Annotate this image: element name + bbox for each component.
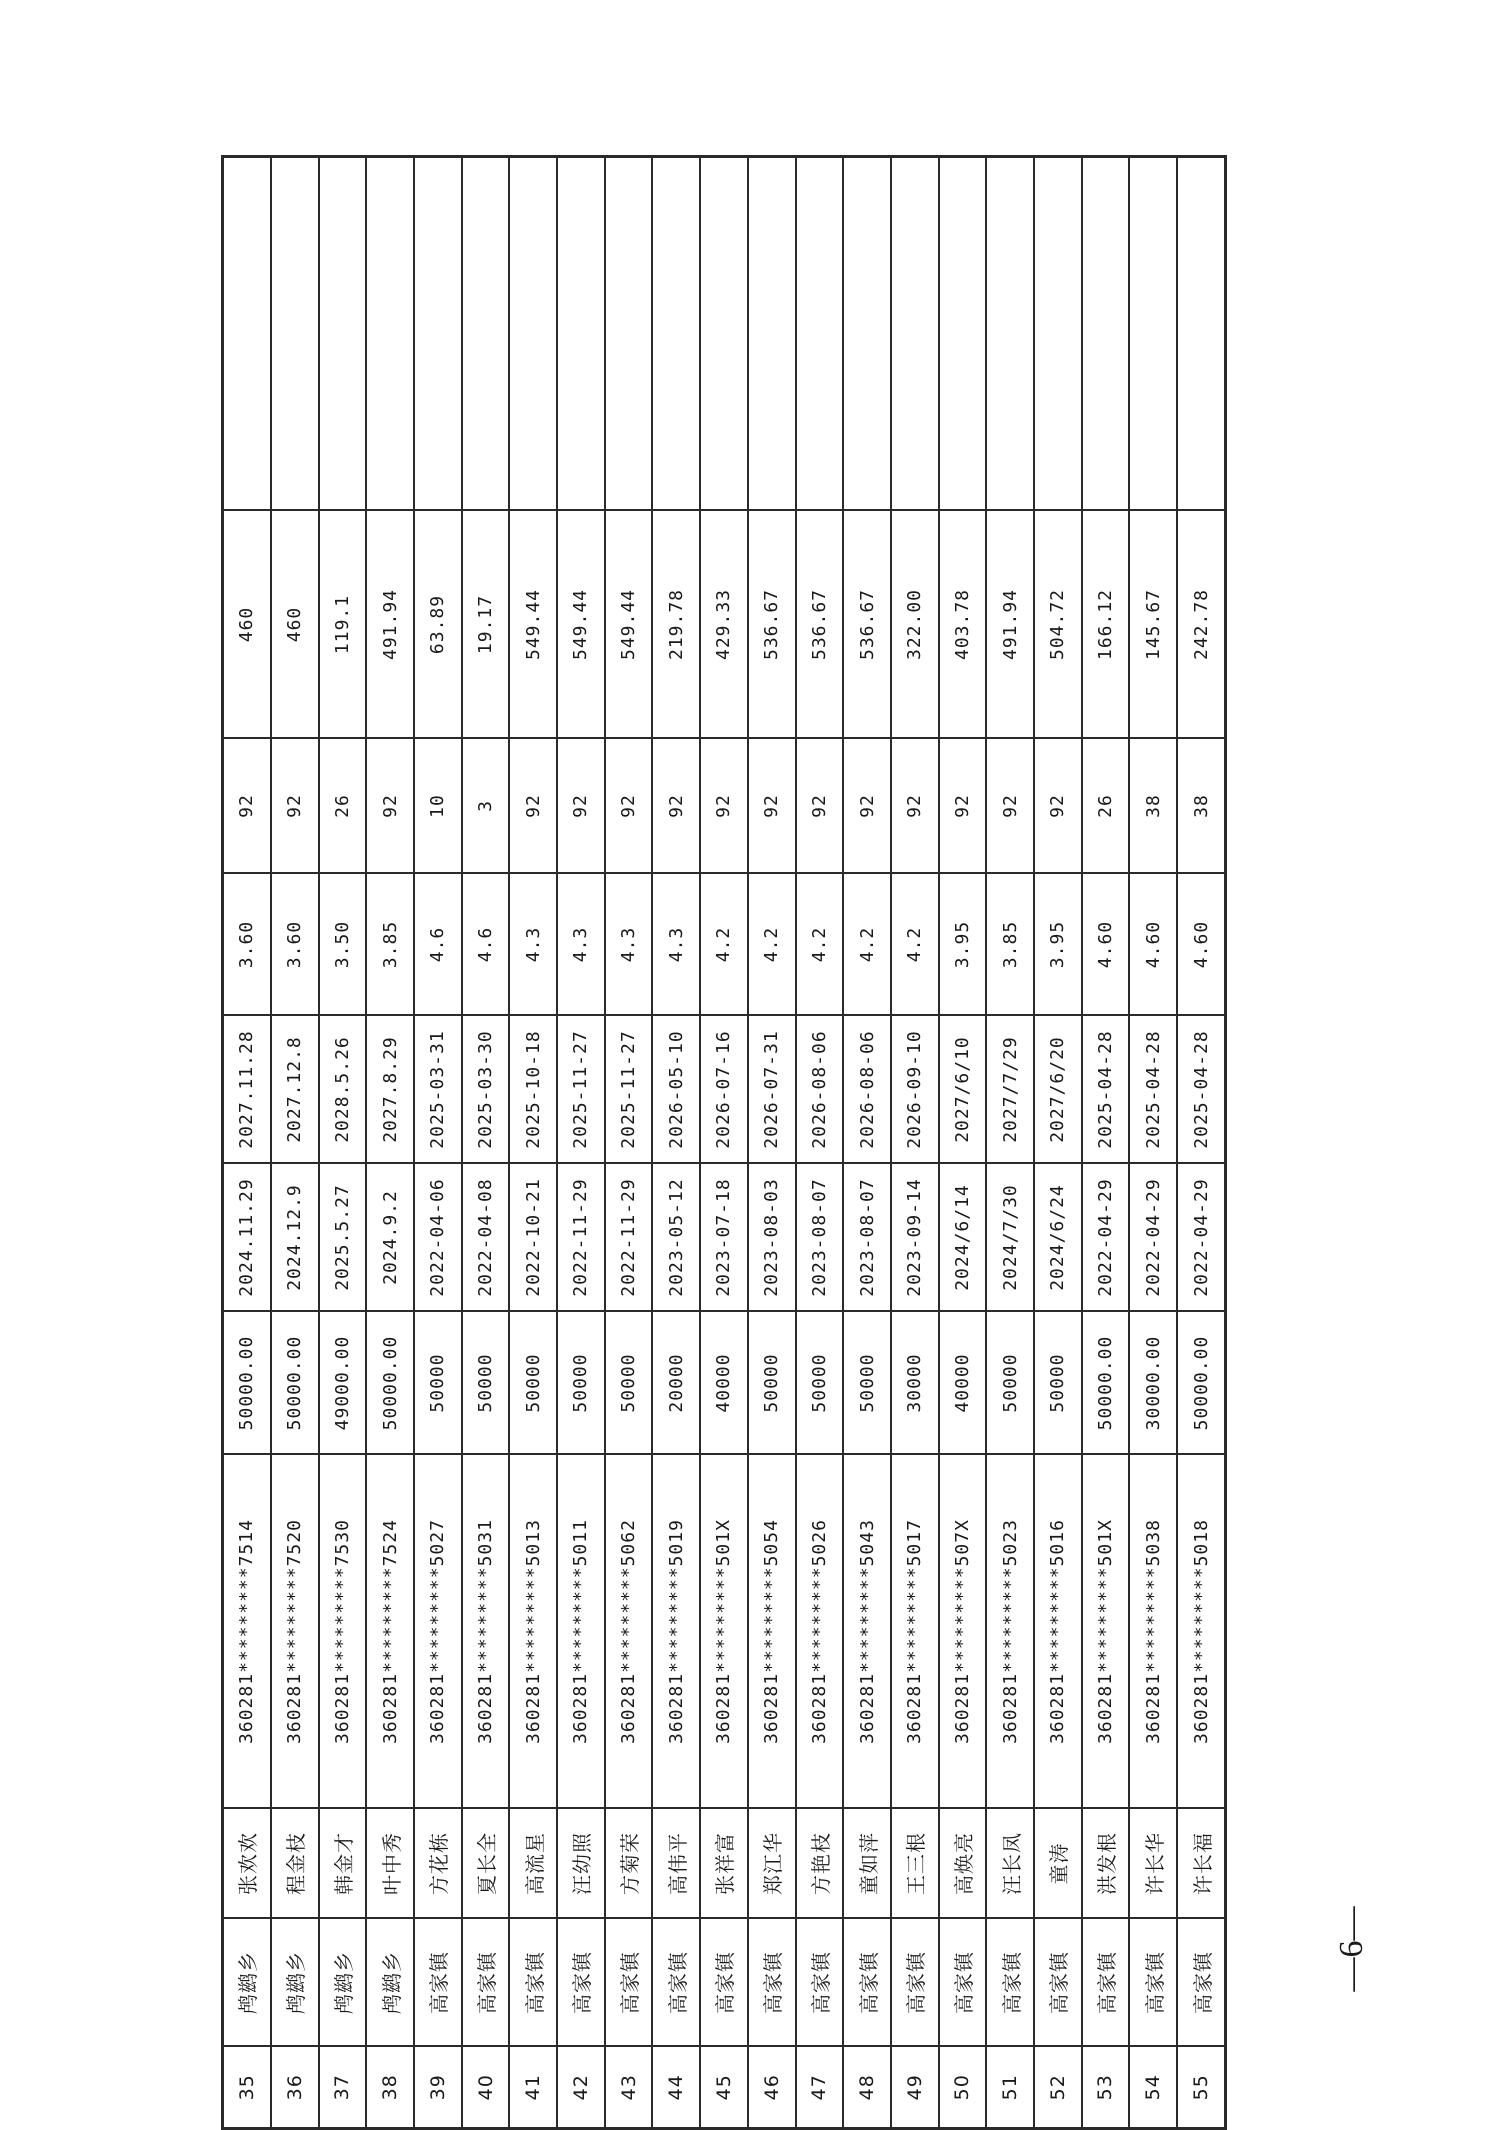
cell-interest-rate: 4.2 bbox=[843, 874, 891, 1016]
cell-end-date: 2026-08-06 bbox=[796, 1016, 844, 1164]
cell-end-date: 2025-10-18 bbox=[509, 1016, 557, 1164]
cell-days: 92 bbox=[700, 739, 748, 874]
cell-township: 高家镇 bbox=[843, 1919, 891, 2047]
cell-subsidy-amount: 460 bbox=[223, 511, 271, 739]
cell-end-date: 2026-08-06 bbox=[843, 1016, 891, 1164]
cell-loan-amount: 50000 bbox=[462, 1312, 510, 1455]
table-row bbox=[414, 157, 462, 2129]
cell-borrower-name: 郑江华 bbox=[748, 1809, 796, 1919]
cell-days: 10 bbox=[414, 739, 462, 874]
cell-loan-amount: 50000 bbox=[509, 1312, 557, 1455]
cell-township: 高家镇 bbox=[796, 1919, 844, 2047]
cell-days: 92 bbox=[891, 739, 939, 874]
cell-loan-amount: 50000 bbox=[1034, 1312, 1082, 1455]
cell-id-number: 360281*********5043 bbox=[843, 1455, 891, 1809]
cell-interest-rate: 3.95 bbox=[939, 874, 987, 1016]
cell-id-number: 360281*********5017 bbox=[891, 1455, 939, 1809]
table-row bbox=[605, 157, 653, 2129]
cell-subsidy-amount: 219.78 bbox=[652, 511, 700, 739]
cell-row-number: 50 bbox=[939, 2047, 987, 2129]
cell-subsidy-amount: 549.44 bbox=[605, 511, 653, 739]
cell-remark bbox=[748, 157, 796, 511]
cell-loan-amount: 50000 bbox=[605, 1312, 653, 1455]
cell-row-number: 39 bbox=[414, 2047, 462, 2129]
table-row bbox=[1082, 157, 1130, 2129]
cell-start-date: 2024/6/24 bbox=[1034, 1164, 1082, 1312]
cell-id-number: 360281*********5016 bbox=[1034, 1455, 1082, 1809]
cell-start-date: 2024/6/14 bbox=[939, 1164, 987, 1312]
cell-subsidy-amount: 63.89 bbox=[414, 511, 462, 739]
cell-remark bbox=[891, 157, 939, 511]
cell-end-date: 2027/6/10 bbox=[939, 1016, 987, 1164]
cell-id-number: 360281*********5054 bbox=[748, 1455, 796, 1809]
cell-remark bbox=[700, 157, 748, 511]
cell-days: 92 bbox=[605, 739, 653, 874]
cell-subsidy-amount: 536.67 bbox=[843, 511, 891, 739]
cell-township: 高家镇 bbox=[700, 1919, 748, 2047]
cell-borrower-name: 汪幼照 bbox=[557, 1809, 605, 1919]
cell-id-number: 360281*********5023 bbox=[986, 1455, 1034, 1809]
table-row bbox=[557, 157, 605, 2129]
cell-id-number: 360281*********5027 bbox=[414, 1455, 462, 1809]
cell-start-date: 2024.12.9 bbox=[271, 1164, 319, 1312]
cell-township: 高家镇 bbox=[1129, 1919, 1177, 2047]
cell-end-date: 2027/6/20 bbox=[1034, 1016, 1082, 1164]
cell-days: 92 bbox=[366, 739, 414, 874]
cell-township: 高家镇 bbox=[1034, 1919, 1082, 2047]
cell-row-number: 45 bbox=[700, 2047, 748, 2129]
rotated-table-container bbox=[221, 158, 1227, 2130]
cell-end-date: 2027.12.8 bbox=[271, 1016, 319, 1164]
cell-loan-amount: 49000.00 bbox=[319, 1312, 367, 1455]
cell-start-date: 2024.11.29 bbox=[223, 1164, 271, 1312]
cell-id-number: 360281*********5018 bbox=[1177, 1455, 1225, 1809]
cell-township: 高家镇 bbox=[986, 1919, 1034, 2047]
cell-days: 3 bbox=[462, 739, 510, 874]
cell-start-date: 2022-04-29 bbox=[1082, 1164, 1130, 1312]
cell-start-date: 2022-04-29 bbox=[1177, 1164, 1225, 1312]
cell-subsidy-amount: 536.67 bbox=[796, 511, 844, 739]
cell-id-number: 360281*********5026 bbox=[796, 1455, 844, 1809]
cell-remark bbox=[986, 157, 1034, 511]
cell-township: 高家镇 bbox=[462, 1919, 510, 2047]
table-row bbox=[796, 157, 844, 2129]
cell-remark bbox=[414, 157, 462, 511]
cell-id-number: 360281*********7514 bbox=[223, 1455, 271, 1809]
cell-days: 92 bbox=[748, 739, 796, 874]
cell-interest-rate: 3.85 bbox=[986, 874, 1034, 1016]
cell-days: 92 bbox=[271, 739, 319, 874]
cell-borrower-name: 洪发根 bbox=[1082, 1809, 1130, 1919]
cell-row-number: 38 bbox=[366, 2047, 414, 2129]
cell-subsidy-amount: 549.44 bbox=[557, 511, 605, 739]
cell-end-date: 2025-11-27 bbox=[557, 1016, 605, 1164]
cell-borrower-name: 许长福 bbox=[1177, 1809, 1225, 1919]
cell-row-number: 52 bbox=[1034, 2047, 1082, 2129]
cell-loan-amount: 50000 bbox=[796, 1312, 844, 1455]
cell-row-number: 48 bbox=[843, 2047, 891, 2129]
cell-remark bbox=[652, 157, 700, 511]
cell-borrower-name: 夏长全 bbox=[462, 1809, 510, 1919]
table-row bbox=[939, 157, 987, 2129]
cell-start-date: 2023-05-12 bbox=[652, 1164, 700, 1312]
cell-borrower-name: 韩金才 bbox=[319, 1809, 367, 1919]
cell-borrower-name: 方花栋 bbox=[414, 1809, 462, 1919]
cell-interest-rate: 4.2 bbox=[796, 874, 844, 1016]
cell-subsidy-amount: 119.1 bbox=[319, 511, 367, 739]
cell-days: 26 bbox=[1082, 739, 1130, 874]
cell-start-date: 2022-10-21 bbox=[509, 1164, 557, 1312]
cell-borrower-name: 张欢欢 bbox=[223, 1809, 271, 1919]
cell-township: 鸬鹚乡 bbox=[366, 1919, 414, 2047]
cell-start-date: 2023-08-07 bbox=[796, 1164, 844, 1312]
cell-interest-rate: 4.60 bbox=[1129, 874, 1177, 1016]
cell-end-date: 2026-05-10 bbox=[652, 1016, 700, 1164]
cell-loan-amount: 50000.00 bbox=[271, 1312, 319, 1455]
cell-loan-amount: 50000 bbox=[414, 1312, 462, 1455]
cell-borrower-name: 高流星 bbox=[509, 1809, 557, 1919]
cell-start-date: 2022-04-29 bbox=[1129, 1164, 1177, 1312]
cell-remark bbox=[796, 157, 844, 511]
cell-loan-amount: 40000 bbox=[939, 1312, 987, 1455]
table-row bbox=[509, 157, 557, 2129]
cell-interest-rate: 3.60 bbox=[223, 874, 271, 1016]
cell-id-number: 360281*********5019 bbox=[652, 1455, 700, 1809]
cell-interest-rate: 4.6 bbox=[462, 874, 510, 1016]
cell-end-date: 2028.5.26 bbox=[319, 1016, 367, 1164]
cell-subsidy-amount: 549.44 bbox=[509, 511, 557, 739]
cell-township: 高家镇 bbox=[1177, 1919, 1225, 2047]
table-body bbox=[223, 157, 1226, 2129]
table-row bbox=[700, 157, 748, 2129]
cell-id-number: 360281*********7520 bbox=[271, 1455, 319, 1809]
cell-township: 高家镇 bbox=[414, 1919, 462, 2047]
cell-start-date: 2022-11-29 bbox=[557, 1164, 605, 1312]
cell-end-date: 2025-04-28 bbox=[1082, 1016, 1130, 1164]
cell-row-number: 51 bbox=[986, 2047, 1034, 2129]
cell-township: 高家镇 bbox=[748, 1919, 796, 2047]
cell-loan-amount: 20000 bbox=[652, 1312, 700, 1455]
cell-subsidy-amount: 491.94 bbox=[986, 511, 1034, 739]
cell-days: 38 bbox=[1129, 739, 1177, 874]
cell-days: 92 bbox=[1034, 739, 1082, 874]
cell-loan-amount: 30000 bbox=[891, 1312, 939, 1455]
cell-id-number: 360281*********507X bbox=[939, 1455, 987, 1809]
cell-row-number: 54 bbox=[1129, 2047, 1177, 2129]
cell-subsidy-amount: 19.17 bbox=[462, 511, 510, 739]
cell-borrower-name: 方艳枝 bbox=[796, 1809, 844, 1919]
cell-row-number: 49 bbox=[891, 2047, 939, 2129]
cell-id-number: 360281*********501X bbox=[700, 1455, 748, 1809]
cell-start-date: 2024/7/30 bbox=[986, 1164, 1034, 1312]
cell-township: 高家镇 bbox=[652, 1919, 700, 2047]
cell-row-number: 43 bbox=[605, 2047, 653, 2129]
cell-start-date: 2022-04-06 bbox=[414, 1164, 462, 1312]
cell-id-number: 360281*********7530 bbox=[319, 1455, 367, 1809]
cell-interest-rate: 3.60 bbox=[271, 874, 319, 1016]
cell-interest-rate: 4.2 bbox=[700, 874, 748, 1016]
cell-borrower-name: 汪长凤 bbox=[986, 1809, 1034, 1919]
cell-loan-amount: 50000 bbox=[748, 1312, 796, 1455]
cell-id-number: 360281*********501X bbox=[1082, 1455, 1130, 1809]
cell-interest-rate: 4.3 bbox=[605, 874, 653, 1016]
cell-township: 高家镇 bbox=[939, 1919, 987, 2047]
cell-subsidy-amount: 429.33 bbox=[700, 511, 748, 739]
cell-row-number: 37 bbox=[319, 2047, 367, 2129]
cell-end-date: 2025-03-30 bbox=[462, 1016, 510, 1164]
cell-row-number: 42 bbox=[557, 2047, 605, 2129]
cell-township: 鸬鹚乡 bbox=[271, 1919, 319, 2047]
cell-borrower-name: 许长华 bbox=[1129, 1809, 1177, 1919]
cell-borrower-name: 程金枝 bbox=[271, 1809, 319, 1919]
cell-remark bbox=[843, 157, 891, 511]
cell-end-date: 2026-09-10 bbox=[891, 1016, 939, 1164]
cell-interest-rate: 3.95 bbox=[1034, 874, 1082, 1016]
cell-remark bbox=[1129, 157, 1177, 511]
cell-borrower-name: 高伟平 bbox=[652, 1809, 700, 1919]
cell-remark bbox=[223, 157, 271, 511]
cell-row-number: 35 bbox=[223, 2047, 271, 2129]
cell-remark bbox=[366, 157, 414, 511]
table-row bbox=[1177, 157, 1225, 2129]
table-row bbox=[1034, 157, 1082, 2129]
cell-interest-rate: 3.50 bbox=[319, 874, 367, 1016]
cell-interest-rate: 4.60 bbox=[1082, 874, 1130, 1016]
cell-remark bbox=[605, 157, 653, 511]
cell-remark bbox=[462, 157, 510, 511]
cell-remark bbox=[1177, 157, 1225, 511]
table-row bbox=[748, 157, 796, 2129]
cell-end-date: 2025-04-28 bbox=[1177, 1016, 1225, 1164]
cell-start-date: 2022-11-29 bbox=[605, 1164, 653, 1312]
cell-id-number: 360281*********5038 bbox=[1129, 1455, 1177, 1809]
cell-days: 92 bbox=[939, 739, 987, 874]
cell-id-number: 360281*********5031 bbox=[462, 1455, 510, 1809]
cell-days: 92 bbox=[652, 739, 700, 874]
cell-row-number: 40 bbox=[462, 2047, 510, 2129]
cell-loan-amount: 50000.00 bbox=[223, 1312, 271, 1455]
cell-remark bbox=[1082, 157, 1130, 511]
cell-township: 鸬鹚乡 bbox=[319, 1919, 367, 2047]
cell-days: 92 bbox=[843, 739, 891, 874]
cell-days: 92 bbox=[557, 739, 605, 874]
cell-loan-amount: 50000.00 bbox=[366, 1312, 414, 1455]
cell-row-number: 41 bbox=[509, 2047, 557, 2129]
cell-subsidy-amount: 242.78 bbox=[1177, 511, 1225, 739]
cell-township: 高家镇 bbox=[557, 1919, 605, 2047]
cell-days: 92 bbox=[223, 739, 271, 874]
cell-borrower-name: 方菊荣 bbox=[605, 1809, 653, 1919]
cell-subsidy-amount: 460 bbox=[271, 511, 319, 739]
table-row bbox=[271, 157, 319, 2129]
cell-interest-rate: 4.3 bbox=[652, 874, 700, 1016]
cell-id-number: 360281*********5013 bbox=[509, 1455, 557, 1809]
cell-end-date: 2025-11-27 bbox=[605, 1016, 653, 1164]
subsidy-table bbox=[221, 155, 1227, 2130]
cell-end-date: 2026-07-16 bbox=[700, 1016, 748, 1164]
page-number-label: —6— bbox=[1333, 1906, 1370, 1992]
cell-row-number: 36 bbox=[271, 2047, 319, 2129]
cell-loan-amount: 50000 bbox=[843, 1312, 891, 1455]
cell-borrower-name: 高焕亮 bbox=[939, 1809, 987, 1919]
cell-start-date: 2023-08-07 bbox=[843, 1164, 891, 1312]
cell-township: 高家镇 bbox=[605, 1919, 653, 2047]
cell-loan-amount: 50000.00 bbox=[1082, 1312, 1130, 1455]
cell-end-date: 2025-04-28 bbox=[1129, 1016, 1177, 1164]
cell-end-date: 2027/7/29 bbox=[986, 1016, 1034, 1164]
cell-subsidy-amount: 504.72 bbox=[1034, 511, 1082, 739]
cell-start-date: 2024.9.2 bbox=[366, 1164, 414, 1312]
cell-subsidy-amount: 491.94 bbox=[366, 511, 414, 739]
table-row bbox=[891, 157, 939, 2129]
cell-remark bbox=[939, 157, 987, 511]
cell-loan-amount: 50000 bbox=[986, 1312, 1034, 1455]
cell-subsidy-amount: 145.67 bbox=[1129, 511, 1177, 739]
cell-loan-amount: 50000 bbox=[557, 1312, 605, 1455]
cell-township: 高家镇 bbox=[1082, 1919, 1130, 2047]
cell-row-number: 44 bbox=[652, 2047, 700, 2129]
cell-id-number: 360281*********7524 bbox=[366, 1455, 414, 1809]
cell-loan-amount: 50000.00 bbox=[1177, 1312, 1225, 1455]
page-number bbox=[1322, 1884, 1382, 2014]
cell-remark bbox=[1034, 157, 1082, 511]
cell-subsidy-amount: 322.00 bbox=[891, 511, 939, 739]
table-row bbox=[223, 157, 271, 2129]
cell-interest-rate: 4.3 bbox=[557, 874, 605, 1016]
cell-row-number: 46 bbox=[748, 2047, 796, 2129]
table-row bbox=[366, 157, 414, 2129]
cell-row-number: 53 bbox=[1082, 2047, 1130, 2129]
cell-end-date: 2027.11.28 bbox=[223, 1016, 271, 1164]
cell-subsidy-amount: 403.78 bbox=[939, 511, 987, 739]
cell-township: 高家镇 bbox=[509, 1919, 557, 2047]
cell-row-number: 47 bbox=[796, 2047, 844, 2129]
table-row bbox=[843, 157, 891, 2129]
cell-remark bbox=[271, 157, 319, 511]
table-row bbox=[1129, 157, 1177, 2129]
cell-start-date: 2023-07-18 bbox=[700, 1164, 748, 1312]
cell-id-number: 360281*********5062 bbox=[605, 1455, 653, 1809]
cell-days: 92 bbox=[509, 739, 557, 874]
cell-remark bbox=[557, 157, 605, 511]
table-row bbox=[462, 157, 510, 2129]
cell-interest-rate: 4.3 bbox=[509, 874, 557, 1016]
cell-days: 26 bbox=[319, 739, 367, 874]
cell-days: 92 bbox=[796, 739, 844, 874]
cell-interest-rate: 4.6 bbox=[414, 874, 462, 1016]
cell-start-date: 2022-04-08 bbox=[462, 1164, 510, 1312]
cell-remark bbox=[319, 157, 367, 511]
cell-days: 38 bbox=[1177, 739, 1225, 874]
table-row bbox=[319, 157, 367, 2129]
cell-row-number: 55 bbox=[1177, 2047, 1225, 2129]
cell-end-date: 2027.8.29 bbox=[366, 1016, 414, 1164]
cell-interest-rate: 4.2 bbox=[748, 874, 796, 1016]
cell-loan-amount: 30000.00 bbox=[1129, 1312, 1177, 1455]
cell-borrower-name: 王三根 bbox=[891, 1809, 939, 1919]
table-row bbox=[986, 157, 1034, 2129]
cell-remark bbox=[509, 157, 557, 511]
cell-township: 鸬鹚乡 bbox=[223, 1919, 271, 2047]
cell-subsidy-amount: 536.67 bbox=[748, 511, 796, 739]
cell-days: 92 bbox=[986, 739, 1034, 874]
cell-interest-rate: 4.60 bbox=[1177, 874, 1225, 1016]
cell-borrower-name: 叶中秀 bbox=[366, 1809, 414, 1919]
cell-borrower-name: 童涛 bbox=[1034, 1809, 1082, 1919]
cell-borrower-name: 童如萍 bbox=[843, 1809, 891, 1919]
cell-end-date: 2026-07-31 bbox=[748, 1016, 796, 1164]
cell-end-date: 2025-03-31 bbox=[414, 1016, 462, 1164]
cell-interest-rate: 3.85 bbox=[366, 874, 414, 1016]
cell-township: 高家镇 bbox=[891, 1919, 939, 2047]
cell-subsidy-amount: 166.12 bbox=[1082, 511, 1130, 739]
cell-start-date: 2025.5.27 bbox=[319, 1164, 367, 1312]
table-row bbox=[652, 157, 700, 2129]
cell-start-date: 2023-09-14 bbox=[891, 1164, 939, 1312]
cell-start-date: 2023-08-03 bbox=[748, 1164, 796, 1312]
cell-borrower-name: 张祥富 bbox=[700, 1809, 748, 1919]
cell-loan-amount: 40000 bbox=[700, 1312, 748, 1455]
cell-id-number: 360281*********5011 bbox=[557, 1455, 605, 1809]
cell-interest-rate: 4.2 bbox=[891, 874, 939, 1016]
